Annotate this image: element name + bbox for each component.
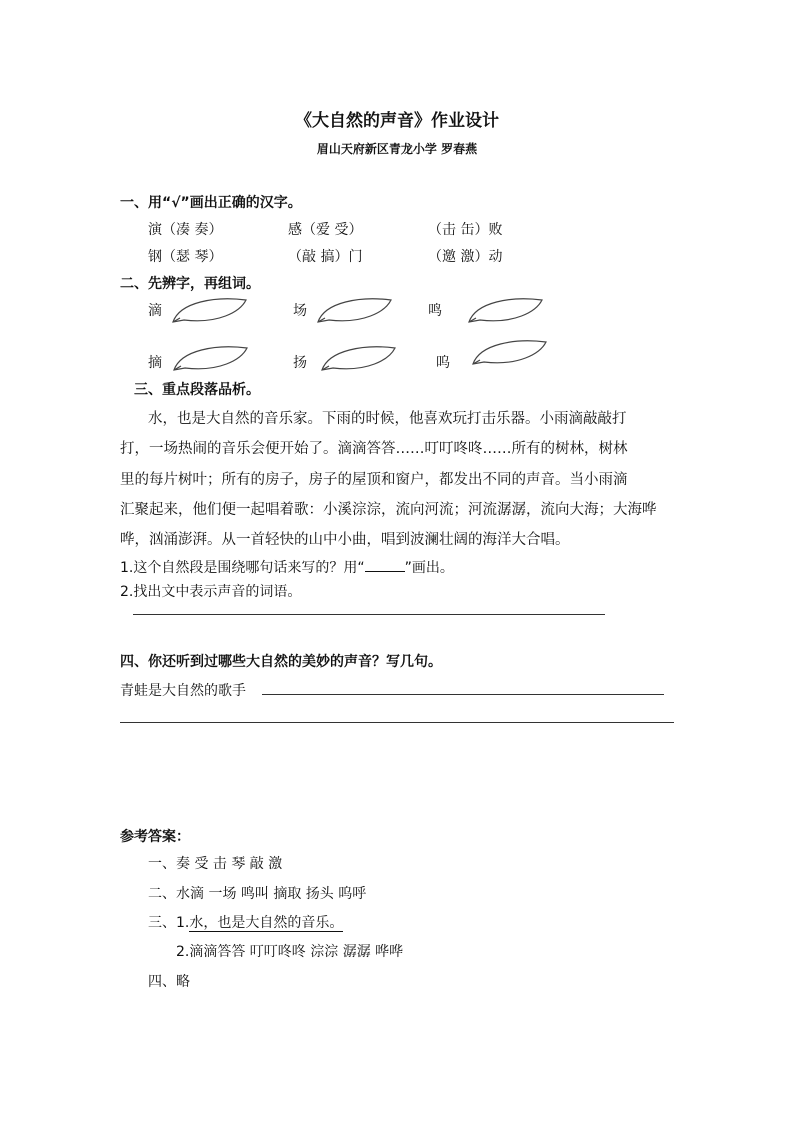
- s2-char-3: 鸣: [428, 303, 442, 319]
- paragraph-line-4: 汇聚起来，他们便一起唱着歌：小溪淙淙，流向河流；河流潺潺，流向大海；大海哗: [120, 502, 657, 518]
- section3-heading: 三、重点段落品析。: [134, 382, 260, 398]
- underline-sample-blank: [365, 559, 405, 572]
- page-title: 《大自然的声音》作业设计: [295, 111, 499, 131]
- answer-line-extra[interactable]: [120, 722, 674, 723]
- s1-item-4: 钢（瑟 琴）: [148, 249, 223, 265]
- answer-line-prompt[interactable]: [262, 694, 664, 695]
- leaf-answer-box-5[interactable]: [318, 344, 400, 374]
- question-1-end: ”画出。: [404, 560, 454, 576]
- paragraph-line-3: 里的每片树叶；所有的房子，房子的屋顶和窗户，都发出不同的声音。当小雨滴: [120, 472, 628, 488]
- answer-1: 一、奏 受 击 琴 敲 激: [148, 856, 283, 872]
- s1-item-3: （击 缶）败: [428, 222, 503, 238]
- s2-char-1: 滴: [148, 303, 162, 319]
- s1-item-6: （邀 激）动: [428, 249, 503, 265]
- s2-char-2: 场: [293, 303, 307, 319]
- s2-char-5: 扬: [293, 355, 307, 371]
- s1-item-2: 感（爱 受）: [288, 222, 363, 238]
- answer-3-prefix: 三、1.: [148, 915, 190, 931]
- question-1: [120, 557, 454, 577]
- answer-3-underlined: 水，也是大自然的音乐。: [189, 915, 344, 931]
- answer-2: 二、水滴 一场 鸣叫 摘取 扬头 呜呼: [148, 886, 367, 902]
- paragraph-line-2: 打，一场热闹的音乐会便开始了。滴滴答答……叮叮咚咚……所有的树林，树林: [120, 441, 628, 457]
- leaf-answer-box-1[interactable]: [170, 296, 250, 326]
- leaf-answer-box-6[interactable]: [470, 338, 550, 368]
- answer-3-2: 2.滴滴答答 叮叮咚咚 淙淙 潺潺 哗哗: [176, 944, 404, 960]
- question-2: 2.找出文中表示声音的词语。: [120, 584, 302, 600]
- paragraph-line-1: 水，也是大自然的音乐家。下雨的时候，他喜欢玩打击乐器。小雨滴敲敲打: [148, 411, 627, 427]
- s2-char-6: 呜: [436, 355, 450, 371]
- section1-heading: 一、用“√”画出正确的汉字。: [120, 195, 302, 211]
- author-line: 眉山天府新区青龙小学 罗春燕: [316, 142, 478, 156]
- answer-4: 四、略: [148, 974, 190, 990]
- s1-item-5: （敲 搞）门: [288, 249, 363, 265]
- writing-prompt: 青蛙是大自然的歌手: [120, 683, 246, 699]
- leaf-answer-box-4[interactable]: [170, 344, 252, 374]
- answer-3: [148, 912, 343, 932]
- section4-heading: 四、你还听到过哪些大自然的美妙的声音？写几句。: [120, 654, 442, 670]
- s1-item-1: 演（凑 奏）: [148, 222, 223, 238]
- answers-heading: 参考答案：: [120, 829, 190, 845]
- leaf-answer-box-3[interactable]: [466, 296, 546, 326]
- answer-line-q2[interactable]: [133, 614, 605, 615]
- leaf-answer-box-2[interactable]: [315, 296, 395, 326]
- question-1-text: 1.这个自然段是围绕哪句话来写的？用“: [120, 560, 365, 576]
- section2-heading: 二、先辨字，再组词。: [120, 276, 260, 292]
- paragraph-line-5: 哗，汹涌澎湃。从一首轻快的山中小曲，唱到波澜壮阔的海洋大合唱。: [120, 532, 570, 548]
- s2-char-4: 摘: [148, 355, 162, 371]
